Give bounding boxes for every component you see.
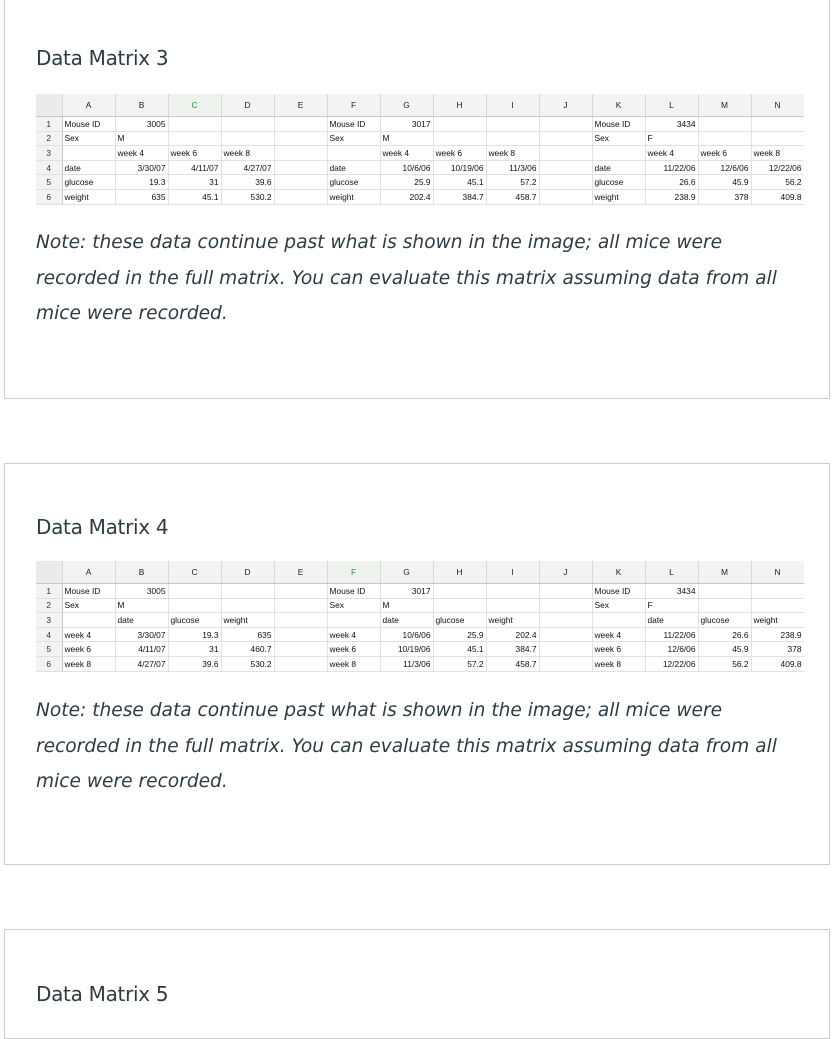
- row-number: 5: [36, 175, 62, 190]
- cell: 12/22/06: [751, 160, 804, 175]
- column-header: N: [751, 94, 804, 117]
- cell: 57.2: [433, 656, 486, 671]
- cell: 458.7: [486, 656, 539, 671]
- cell: Sex: [592, 131, 645, 146]
- cell: [486, 117, 539, 132]
- cell: date: [592, 160, 645, 175]
- spreadsheet-table: [36, 94, 804, 205]
- cell: week 6: [327, 642, 380, 657]
- column-header: H: [433, 561, 486, 584]
- cell: [486, 598, 539, 613]
- cell: 12/6/06: [698, 160, 751, 175]
- cell: [221, 584, 274, 599]
- cell: 19.3: [168, 627, 221, 642]
- column-header: L: [645, 561, 698, 584]
- cell: 3434: [645, 117, 698, 132]
- table-row: [36, 131, 804, 146]
- data-matrix-5-card: [4, 929, 830, 1039]
- card-title: Data Matrix 3: [36, 46, 169, 70]
- table-row: [36, 146, 804, 161]
- data-matrix-4-card: [4, 463, 830, 865]
- spreadsheet-image: [36, 94, 804, 210]
- cell: 202.4: [486, 627, 539, 642]
- cell: 4/11/07: [115, 642, 168, 657]
- cell: 25.9: [380, 175, 433, 190]
- cell: 39.6: [221, 175, 274, 190]
- cell: [539, 656, 592, 671]
- cell: [592, 613, 645, 628]
- column-header: A: [62, 561, 115, 584]
- cell: week 8: [486, 146, 539, 161]
- cell: week 4: [645, 146, 698, 161]
- cell: date: [645, 613, 698, 628]
- cell: [751, 598, 804, 613]
- cell: M: [380, 598, 433, 613]
- cell: Sex: [62, 598, 115, 613]
- cell: week 8: [592, 656, 645, 671]
- cell: [274, 627, 327, 642]
- table-row: [36, 642, 804, 657]
- cell: 12/22/06: [645, 656, 698, 671]
- note-text: Note: these data continue past what is shown in the image; all mice were recorded in the full matrix. You can evaluate this matrix assuming data from all mice were recorded.: [36, 232, 777, 324]
- cell: [274, 189, 327, 204]
- column-header: B: [115, 94, 168, 117]
- table-row: [36, 175, 804, 190]
- cell: week 4: [327, 627, 380, 642]
- column-header: G: [380, 561, 433, 584]
- column-header: H: [433, 94, 486, 117]
- cell: week 4: [592, 627, 645, 642]
- cell: [168, 584, 221, 599]
- cell: weight: [62, 189, 115, 204]
- cell: 635: [115, 189, 168, 204]
- cell: 3017: [380, 584, 433, 599]
- cell: [539, 598, 592, 613]
- cell: [274, 642, 327, 657]
- cell: Mouse ID: [62, 117, 115, 132]
- cell: date: [327, 160, 380, 175]
- spreadsheet-image: [36, 561, 804, 677]
- cell: [274, 584, 327, 599]
- cell: Mouse ID: [62, 584, 115, 599]
- cell: [486, 584, 539, 599]
- column-header: C: [168, 94, 221, 117]
- cell: M: [115, 598, 168, 613]
- cell: date: [380, 613, 433, 628]
- cell: weight: [221, 613, 274, 628]
- cell: [698, 584, 751, 599]
- cell: [539, 175, 592, 190]
- cell: weight: [486, 613, 539, 628]
- cell: 409.8: [751, 189, 804, 204]
- cell: [539, 584, 592, 599]
- cell: 25.9: [433, 627, 486, 642]
- cell: [433, 598, 486, 613]
- cell: [433, 131, 486, 146]
- cell: 11/3/06: [380, 656, 433, 671]
- note-text: Note: these data continue past what is shown in the image; all mice were recorded in the full matrix. You can evaluate this matrix assuming data from all mice were recorded.: [36, 700, 777, 792]
- row-number: 4: [36, 627, 62, 642]
- cell: [539, 189, 592, 204]
- cell: [539, 613, 592, 628]
- cell: Sex: [592, 598, 645, 613]
- cell: [274, 175, 327, 190]
- cell: [221, 131, 274, 146]
- cell: glucose: [327, 175, 380, 190]
- cell: 12/6/06: [645, 642, 698, 657]
- table-row: [36, 160, 804, 175]
- cell: [433, 117, 486, 132]
- cell: 384.7: [433, 189, 486, 204]
- cell: [433, 584, 486, 599]
- cell: 11/3/06: [486, 160, 539, 175]
- cell: 378: [698, 189, 751, 204]
- column-header: J: [539, 561, 592, 584]
- table-row: [36, 117, 804, 132]
- cell: 10/6/06: [380, 627, 433, 642]
- cell: [698, 131, 751, 146]
- cell: M: [380, 131, 433, 146]
- data-matrix-3-card: [4, 0, 830, 399]
- table-row: [36, 656, 804, 671]
- cell: Sex: [62, 131, 115, 146]
- cell: week 6: [62, 642, 115, 657]
- cell: 409.8: [751, 656, 804, 671]
- cell: 26.6: [698, 627, 751, 642]
- column-header: I: [486, 561, 539, 584]
- column-header: N: [751, 561, 804, 584]
- column-header: C: [168, 561, 221, 584]
- cell: 458.7: [486, 189, 539, 204]
- cell: week 6: [698, 146, 751, 161]
- cell: [168, 117, 221, 132]
- cell: [221, 117, 274, 132]
- cell: [539, 160, 592, 175]
- card-title: Data Matrix 4: [36, 515, 169, 539]
- cell: 3/30/07: [115, 160, 168, 175]
- cell: glucose: [433, 613, 486, 628]
- row-number: 4: [36, 160, 62, 175]
- cell: [168, 598, 221, 613]
- cell: [592, 146, 645, 161]
- cell: [539, 146, 592, 161]
- cell: weight: [327, 189, 380, 204]
- row-number: 6: [36, 656, 62, 671]
- row-number: 2: [36, 598, 62, 613]
- cell: 3017: [380, 117, 433, 132]
- column-header: J: [539, 94, 592, 117]
- cell: week 8: [751, 146, 804, 161]
- cell: 4/27/07: [115, 656, 168, 671]
- select-all-corner: [36, 94, 62, 117]
- cell: 238.9: [751, 627, 804, 642]
- cell: 26.6: [645, 175, 698, 190]
- row-number: 3: [36, 146, 62, 161]
- cell: week 8: [62, 656, 115, 671]
- cell: [274, 656, 327, 671]
- cell: 4/11/07: [168, 160, 221, 175]
- cell: week 8: [327, 656, 380, 671]
- cell: 378: [751, 642, 804, 657]
- cell: [539, 131, 592, 146]
- cell: 3/30/07: [115, 627, 168, 642]
- cell: 202.4: [380, 189, 433, 204]
- table-row: [36, 189, 804, 204]
- cell: date: [115, 613, 168, 628]
- cell: glucose: [62, 175, 115, 190]
- cell: [274, 598, 327, 613]
- cell: Sex: [327, 598, 380, 613]
- cell: [274, 146, 327, 161]
- cell: Mouse ID: [327, 117, 380, 132]
- cell: Sex: [327, 131, 380, 146]
- cell: 3005: [115, 117, 168, 132]
- cell: F: [645, 598, 698, 613]
- cell: 11/22/06: [645, 627, 698, 642]
- row-number: 1: [36, 117, 62, 132]
- cell: weight: [751, 613, 804, 628]
- column-header: D: [221, 94, 274, 117]
- column-header: E: [274, 561, 327, 584]
- cell: [274, 131, 327, 146]
- column-header: L: [645, 94, 698, 117]
- cell: [539, 627, 592, 642]
- cell: glucose: [168, 613, 221, 628]
- cell: 460.7: [221, 642, 274, 657]
- table-row: [36, 584, 804, 599]
- cell: 31: [168, 175, 221, 190]
- cell: Mouse ID: [327, 584, 380, 599]
- table-row: [36, 598, 804, 613]
- cell: 45.1: [433, 175, 486, 190]
- table-row: [36, 613, 804, 628]
- cell: [274, 160, 327, 175]
- cell: [751, 117, 804, 132]
- cell: [327, 613, 380, 628]
- card-title: Data Matrix 5: [36, 982, 169, 1006]
- cell: week 8: [221, 146, 274, 161]
- column-header: K: [592, 94, 645, 117]
- select-all-corner: [36, 561, 62, 584]
- cell: 3434: [645, 584, 698, 599]
- row-number: 6: [36, 189, 62, 204]
- cell: 31: [168, 642, 221, 657]
- cell: 10/19/06: [380, 642, 433, 657]
- cell: [698, 598, 751, 613]
- table-row: [36, 627, 804, 642]
- cell: week 4: [380, 146, 433, 161]
- cell: 530.2: [221, 656, 274, 671]
- cell: glucose: [592, 175, 645, 190]
- column-header: G: [380, 94, 433, 117]
- column-header: E: [274, 94, 327, 117]
- cell: week 6: [592, 642, 645, 657]
- cell: [62, 146, 115, 161]
- cell: 530.2: [221, 189, 274, 204]
- cell: [62, 613, 115, 628]
- cell: date: [62, 160, 115, 175]
- cell: Mouse ID: [592, 117, 645, 132]
- cell: week 4: [62, 627, 115, 642]
- cell: weight: [592, 189, 645, 204]
- cell: 56.2: [698, 656, 751, 671]
- cell: 45.1: [433, 642, 486, 657]
- column-header: K: [592, 561, 645, 584]
- cell: 10/19/06: [433, 160, 486, 175]
- cell: [539, 117, 592, 132]
- cell: 635: [221, 627, 274, 642]
- column-header: A: [62, 94, 115, 117]
- cell: 39.6: [168, 656, 221, 671]
- cell: [539, 642, 592, 657]
- cell: 3005: [115, 584, 168, 599]
- cell: [486, 131, 539, 146]
- cell: [751, 584, 804, 599]
- cell: 45.9: [698, 642, 751, 657]
- cell: Mouse ID: [592, 584, 645, 599]
- cell: 238.9: [645, 189, 698, 204]
- cell: 4/27/07: [221, 160, 274, 175]
- column-header: D: [221, 561, 274, 584]
- cell: 56.2: [751, 175, 804, 190]
- row-number: 1: [36, 584, 62, 599]
- cell: week 6: [168, 146, 221, 161]
- cell: glucose: [698, 613, 751, 628]
- cell: 11/22/06: [645, 160, 698, 175]
- cell: [698, 117, 751, 132]
- column-header: M: [698, 94, 751, 117]
- column-header: F: [327, 561, 380, 584]
- spreadsheet-table: [36, 561, 804, 672]
- cell: 57.2: [486, 175, 539, 190]
- column-header: B: [115, 561, 168, 584]
- cell: 45.1: [168, 189, 221, 204]
- row-number: 3: [36, 613, 62, 628]
- cell: F: [645, 131, 698, 146]
- row-number: 5: [36, 642, 62, 657]
- cell: week 6: [433, 146, 486, 161]
- cell: [221, 598, 274, 613]
- cell: [751, 131, 804, 146]
- column-header: I: [486, 94, 539, 117]
- cell: [274, 117, 327, 132]
- cell: [168, 131, 221, 146]
- cell: M: [115, 131, 168, 146]
- column-header: F: [327, 94, 380, 117]
- row-number: 2: [36, 131, 62, 146]
- cell: 45.9: [698, 175, 751, 190]
- cell: 384.7: [486, 642, 539, 657]
- cell: week 4: [115, 146, 168, 161]
- cell: [274, 613, 327, 628]
- cell: 19.3: [115, 175, 168, 190]
- cell: [327, 146, 380, 161]
- column-header: M: [698, 561, 751, 584]
- cell: 10/6/06: [380, 160, 433, 175]
